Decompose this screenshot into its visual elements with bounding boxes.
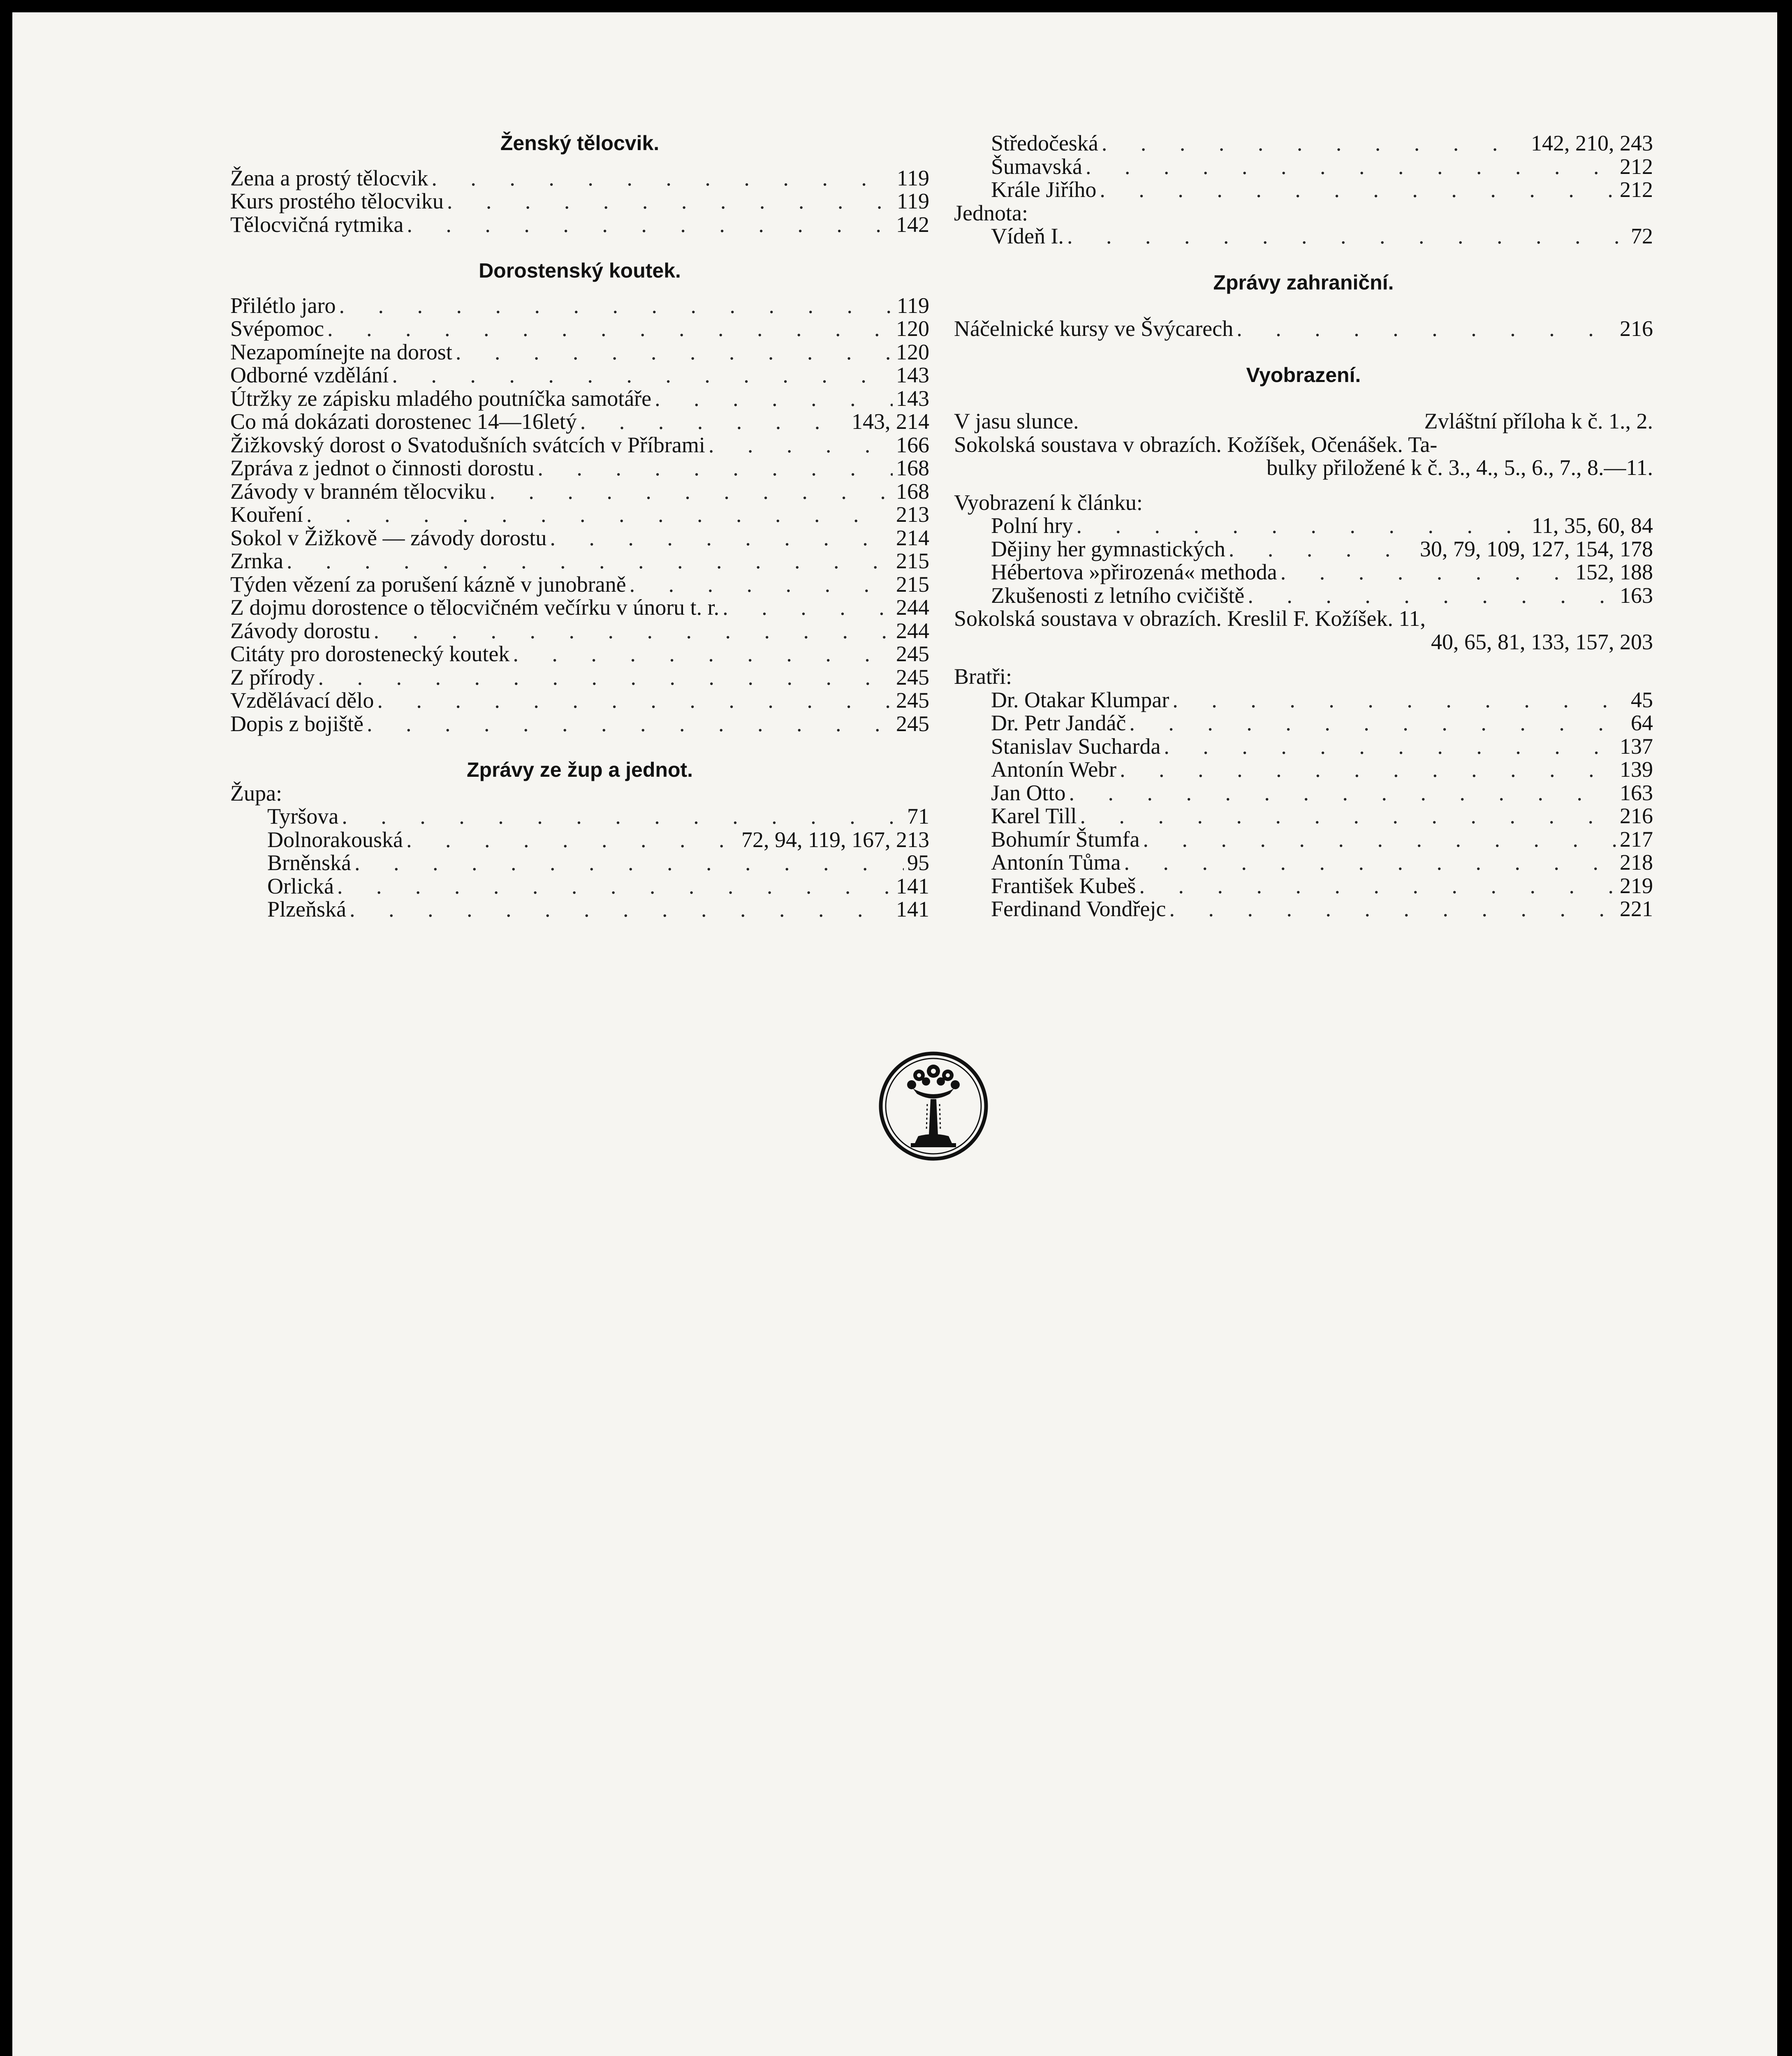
index-entry	[230, 317, 929, 340]
vase-with-flowers-emblem-icon	[874, 1042, 993, 1170]
entry-title: Zkušenosti z letního cvičiště	[991, 583, 1245, 608]
leader-dots	[377, 689, 893, 712]
bratri-label: Bratři:	[954, 664, 1012, 689]
leader-dots	[489, 480, 893, 503]
leader-dots	[1102, 132, 1528, 155]
entry-title: Zpráva z jednot o činnosti dorostu	[230, 456, 535, 480]
entry-page: 217	[1620, 827, 1653, 852]
entry-page: 120	[896, 316, 929, 341]
entry-page: 168	[896, 479, 929, 504]
leader-dots	[367, 712, 893, 736]
index-entry	[954, 874, 1653, 898]
index-entry	[230, 387, 929, 410]
entry-title: Orlická	[267, 873, 334, 898]
section-heading-dorost: Dorostenský koutek.	[479, 259, 681, 282]
section-heading-vyobrazeni: Vyobrazení.	[1246, 363, 1361, 387]
entry-page: 215	[896, 549, 929, 573]
leader-dots	[1080, 804, 1616, 828]
index-entry	[230, 364, 929, 387]
entry-title: Karel Till	[991, 803, 1077, 828]
entry-title: František Kubeš	[991, 873, 1136, 898]
index-entry	[230, 433, 929, 457]
zensky-entries	[230, 167, 929, 236]
entry-title: Tyršova	[267, 804, 339, 829]
entry-page: 141	[896, 897, 929, 921]
index-entry	[230, 875, 929, 898]
leader-dots	[1248, 584, 1616, 607]
index-entry	[230, 213, 929, 236]
index-entry	[954, 735, 1653, 758]
index-entry	[954, 317, 1653, 340]
leader-dots	[306, 503, 893, 526]
entry-page: 141	[896, 873, 929, 898]
leader-dots	[339, 294, 894, 317]
entry-title: Brněnská	[267, 850, 351, 875]
entry-page: 143	[896, 363, 929, 387]
index-entry	[954, 781, 1653, 805]
index-entry	[954, 155, 1653, 178]
index-page	[12, 12, 1777, 2056]
entry-page: 218	[1620, 850, 1653, 875]
entry-title: Dopis z bojiště	[230, 711, 363, 736]
leader-dots	[1067, 225, 1628, 248]
entry-page: 152, 188	[1575, 560, 1653, 584]
leader-dots	[1280, 560, 1572, 584]
entry-title: Vzdělávací dělo	[230, 688, 374, 713]
entry-page: 143, 214	[852, 409, 929, 434]
entry-title: Vídeň I.	[991, 224, 1064, 248]
entry-title: Svépomoc	[230, 316, 324, 341]
dorost-entries	[230, 294, 929, 736]
leader-dots	[327, 317, 893, 340]
entry-page: 119	[897, 293, 929, 318]
leader-dots	[406, 828, 738, 852]
entry-title: Polní hry	[991, 513, 1073, 538]
leader-dots	[655, 387, 893, 410]
leader-dots	[1077, 514, 1528, 537]
leader-dots	[1236, 317, 1616, 340]
index-entry	[230, 898, 929, 921]
entry-title: Dr. Otakar Klumpar	[991, 687, 1169, 712]
leader-dots	[1086, 155, 1616, 178]
entry-page: 72	[1631, 224, 1653, 248]
index-entry	[954, 537, 1653, 561]
soustava2-line2: 40, 65, 81, 133, 157, 203	[1431, 629, 1653, 654]
leader-dots	[1069, 781, 1617, 805]
leader-dots	[630, 573, 893, 596]
index-entry	[954, 851, 1653, 874]
entry-title: Krále Jiřího	[991, 177, 1097, 202]
entry-page: 245	[896, 641, 929, 666]
index-entry	[230, 689, 929, 712]
entry-title: Co má dokázati dorostenec 14—16letý	[230, 409, 577, 434]
entry-title: Útržky ze zápisku mladého poutníčka samotáře	[230, 386, 652, 411]
entry-title: Bohumír Štumfa	[991, 827, 1140, 852]
leader-dots	[1143, 828, 1617, 851]
entry-title: Žena a prostý tělocvik	[230, 165, 428, 190]
index-entry	[230, 167, 929, 190]
leader-dots	[354, 851, 904, 875]
entry-page: 71	[907, 804, 929, 829]
entry-title: Náčelnické kursy ve Švýcarech	[954, 316, 1234, 341]
v-jasu-line	[954, 410, 1653, 433]
leader-dots	[447, 190, 894, 213]
entry-page: 119	[897, 165, 929, 190]
entry-title: Sokol v Žižkově — závody dorostu	[230, 525, 547, 550]
entry-title: Antonín Tůma	[991, 850, 1121, 875]
leader-dots	[392, 364, 893, 387]
index-entry	[230, 642, 929, 666]
index-entry	[230, 480, 929, 503]
leader-dots	[513, 642, 893, 666]
index-entry	[954, 828, 1653, 851]
index-entry	[954, 688, 1653, 712]
index-entry	[230, 456, 929, 480]
index-entry	[954, 584, 1653, 607]
k-clanku-entries	[954, 514, 1653, 607]
index-entry	[230, 526, 929, 550]
entry-page: 221	[1620, 896, 1653, 921]
entry-page: 142	[896, 212, 929, 237]
index-entry	[230, 619, 929, 643]
entry-page: 214	[896, 525, 929, 550]
entry-title: Antonín Webr	[991, 757, 1117, 782]
entry-title: Středočeská	[991, 131, 1098, 155]
entry-title: Citáty pro dorostenecký koutek	[230, 641, 510, 666]
index-entry	[230, 503, 929, 526]
index-entry	[954, 804, 1653, 828]
entry-page: 72, 94, 119, 167, 213	[741, 827, 929, 852]
entry-page: 30, 79, 109, 127, 154, 178	[1420, 536, 1653, 561]
leader-dots	[580, 410, 848, 433]
index-entry	[954, 514, 1653, 537]
index-entry	[230, 190, 929, 213]
leader-dots	[1120, 758, 1616, 781]
entry-page: 168	[896, 456, 929, 480]
index-entry	[230, 573, 929, 596]
index-entry	[230, 828, 929, 852]
leader-dots	[722, 596, 893, 619]
leader-dots	[1169, 897, 1616, 921]
leader-dots	[456, 340, 893, 364]
index-entry	[230, 805, 929, 828]
entry-title: Závody dorostu	[230, 618, 370, 643]
entry-page: 142, 210, 243	[1531, 131, 1653, 155]
entry-page: 245	[896, 664, 929, 690]
leader-dots	[1172, 688, 1628, 712]
entry-page: 216	[1620, 316, 1653, 341]
entry-page: 245	[896, 688, 929, 713]
index-entry	[954, 711, 1653, 735]
leader-dots	[1139, 874, 1616, 898]
entry-page: 119	[897, 189, 929, 213]
entry-page: 212	[1620, 177, 1653, 202]
right-column	[954, 132, 1653, 921]
entry-page: 166	[896, 432, 929, 457]
entry-page: 219	[1620, 873, 1653, 898]
entry-title: Dolnorakouská	[267, 827, 403, 852]
entry-title: Z dojmu dorostence o tělocvičném večírku v únoru t. r.	[230, 595, 720, 620]
index-entry	[954, 560, 1653, 584]
leader-dots	[1124, 851, 1616, 874]
jednota-entries	[954, 225, 1653, 248]
leader-dots	[318, 666, 893, 689]
leader-dots	[537, 456, 893, 480]
entry-page: 143	[896, 386, 929, 411]
index-entry	[230, 596, 929, 619]
entry-title: Žižkovský dorost o Svatodušních svátcích v Příbrami	[230, 432, 705, 457]
jednota-label: Jednota:	[954, 200, 1028, 225]
leader-dots	[407, 213, 893, 236]
entry-page: 215	[896, 572, 929, 597]
entry-page: 64	[1631, 711, 1653, 735]
k-clanku-label: Vyobrazení k článku:	[954, 490, 1143, 515]
index-entry	[230, 549, 929, 573]
index-entry	[954, 897, 1653, 921]
entry-title: Přilétlo jaro	[230, 293, 336, 318]
section-heading-zahranicni: Zprávy zahraniční.	[1213, 271, 1394, 294]
entry-title: Dr. Petr Jandáč	[991, 711, 1126, 735]
bratri-entries	[954, 688, 1653, 921]
section-heading-zupy: Zprávy ze žup a jednot.	[466, 758, 693, 781]
entry-page: 244	[896, 595, 929, 620]
leader-dots	[350, 898, 893, 921]
index-entry	[954, 178, 1653, 201]
leader-dots	[550, 526, 893, 550]
leader-dots	[1129, 711, 1628, 735]
entry-page: 45	[1631, 687, 1653, 712]
section-heading-zensky: Ženský tělocvik.	[500, 132, 660, 155]
entry-page: 244	[896, 618, 929, 643]
zahranicni-entries	[954, 317, 1653, 340]
zupa-label: Župa:	[230, 780, 282, 806]
soustava1-line1: Sokolská soustava v obrazích. Kožíšek, Očenášek. Ta-	[954, 432, 1438, 457]
entry-title: Zrnka	[230, 549, 283, 573]
v-jasu-title: V jasu slunce.	[954, 409, 1079, 433]
left-column	[230, 132, 929, 921]
entry-title: Tělocvičná rytmika	[230, 212, 404, 237]
entry-page: 95	[907, 850, 929, 875]
entry-page: 212	[1620, 154, 1653, 179]
leader-dots	[431, 167, 894, 190]
entry-page: 213	[896, 502, 929, 527]
entry-title: Jan Otto	[991, 780, 1066, 805]
entry-title: Šumavská	[991, 154, 1082, 179]
leader-dots	[1164, 735, 1616, 758]
entry-title: Ferdinand Vondřejc	[991, 896, 1166, 921]
leader-dots	[342, 805, 904, 828]
leader-dots	[1229, 537, 1417, 561]
index-entry	[230, 410, 929, 433]
entry-title: Závody v branném tělocviku	[230, 479, 486, 504]
entry-page: 216	[1620, 803, 1653, 828]
entry-page: 245	[896, 711, 929, 736]
entry-page: 120	[896, 339, 929, 364]
entry-title: Plzeňská	[267, 897, 346, 921]
index-entry	[954, 758, 1653, 781]
zupy-continued-entries	[954, 132, 1653, 201]
leader-dots	[708, 433, 893, 457]
index-entry	[954, 225, 1653, 248]
leader-dots	[337, 875, 893, 898]
entry-title: Stanislav Sucharda	[991, 734, 1161, 759]
entry-page: 163	[1620, 583, 1653, 608]
index-entry	[230, 340, 929, 364]
index-entry	[230, 851, 929, 875]
soustava1-line2: bulky přiložené k č. 3., 4., 5., 6., 7., 8.—11.	[1266, 455, 1653, 480]
entry-page: 139	[1620, 757, 1653, 782]
entry-title: Z přírody	[230, 664, 315, 690]
soustava2-line1: Sokolská soustava v obrazích. Kreslil F. Kožíšek. 11,	[954, 606, 1426, 631]
index-entry	[230, 666, 929, 689]
entry-title: Hébertova »přirozená« methoda	[991, 560, 1277, 584]
entry-page: 137	[1620, 734, 1653, 759]
entry-title: Kouření	[230, 502, 303, 527]
index-entry	[954, 132, 1653, 155]
zupy-entries	[230, 805, 929, 921]
leader-dots	[373, 619, 893, 643]
index-entry	[230, 712, 929, 736]
index-entry	[230, 294, 929, 317]
leader-dots	[287, 549, 893, 573]
entry-title: Dějiny her gymnastických	[991, 536, 1225, 561]
leader-dots	[1100, 178, 1616, 201]
entry-title: Kurs prostého tělocviku	[230, 189, 444, 213]
v-jasu-ref: Zvláštní příloha k č. 1., 2.	[1424, 409, 1653, 433]
entry-title: Týden vězení za porušení kázně v junobraně	[230, 572, 626, 597]
entry-page: 163	[1620, 780, 1653, 805]
entry-page: 11, 35, 60, 84	[1532, 513, 1653, 538]
entry-title: Nezapomínejte na dorost	[230, 339, 452, 364]
entry-title: Odborné vzdělání	[230, 363, 389, 387]
